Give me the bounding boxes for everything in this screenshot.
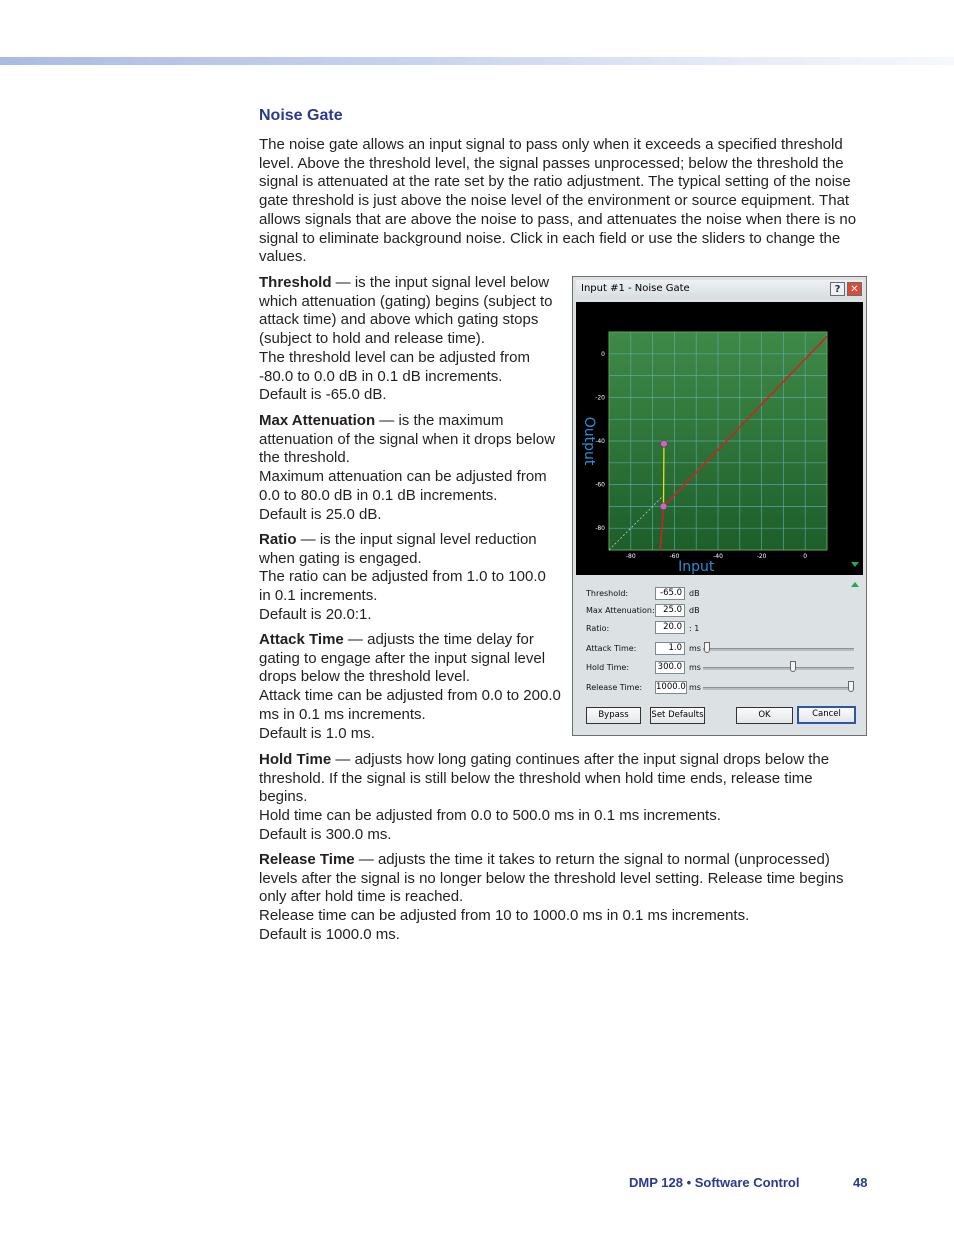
release-time-unit: ms: [689, 683, 701, 692]
hold-time-description: Hold Time — adjusts how long gating continues after the input signal drops below the threshold. If the signal is still below the threshold when hold time ends, release time begins. Hold time can be adjusted from 0.0 to 500.0 ms in 0.1 ms increments. Default is 300.0 ms.: [259, 751, 830, 843]
help-button[interactable]: ?: [830, 282, 845, 296]
y-tick-label: -40: [595, 438, 605, 445]
attack-time-term: Attack Time: [259, 631, 344, 648]
x-tick-label: 0: [803, 553, 808, 560]
bypass-button[interactable]: Bypass: [586, 707, 641, 724]
hold-time-unit: ms: [689, 663, 701, 672]
ratio-term: Ratio: [259, 531, 297, 548]
y-tick-label: -80: [595, 525, 605, 533]
y-tick-label: 0: [601, 350, 605, 358]
close-button[interactable]: ✕: [847, 282, 862, 296]
gate-graph-svg: [576, 302, 863, 575]
release-time-term: Release Time: [259, 851, 355, 868]
noise-gate-dialog: [572, 276, 867, 736]
footer-doc-title: DMP 128 • Software Control: [629, 1175, 800, 1190]
max-attenuation-field[interactable]: 25.0: [655, 604, 685, 617]
y-tick-label: -60: [595, 481, 605, 489]
dialog-titlebar: [576, 280, 863, 299]
header-rule: [0, 57, 954, 65]
attack-time-slider[interactable]: [703, 648, 854, 651]
intro-paragraph: The noise gate allows an input signal to pass only when it exceeds a specified threshold level. Above the threshold level, the signal passes unprocessed; below the threshold the signal is attenuated at the rate set by the ratio adjustment. The typical setting of the noise gate threshold is just above the noise level of the environment or source equipment. That allows signals that are above the noise to pass, and attenuates the noise when there is no signal to eliminate background noise. Click in each field or use the sliders to change the values.: [259, 136, 857, 266]
attack-time-label: Attack Time:: [586, 644, 637, 653]
x-axis-title: Input: [678, 559, 715, 575]
attack-time-slider-thumb[interactable]: [704, 642, 710, 653]
release-time-field[interactable]: 1000.0: [656, 682, 686, 692]
ratio-description: Ratio — is the input signal level reduction when gating is engaged. The ratio can be adjusted from 1.0 to 100.0 in 0.1 increments. Default is 20.0:1.: [259, 531, 546, 623]
release-time-slider-thumb[interactable]: [848, 681, 854, 692]
release-time-slider[interactable]: [703, 687, 854, 690]
section-heading: Noise Gate: [259, 107, 343, 124]
page-number: 48: [853, 1175, 868, 1190]
ratio-label: Ratio:: [586, 624, 610, 633]
y-axis-title: Output: [581, 416, 597, 466]
y-tick-label: -20: [595, 394, 605, 402]
x-tick-label: -40: [713, 553, 723, 560]
threshold-unit: dB: [689, 589, 700, 598]
hold-time-field[interactable]: 300.0: [655, 661, 685, 674]
hold-time-label: Hold Time:: [586, 663, 630, 672]
threshold-term: Threshold: [259, 274, 332, 291]
max-attenuation-handle: [660, 440, 667, 447]
max-attenuation-unit: dB: [689, 606, 700, 615]
max-attenuation-description: Max Attenuation — is the maximum attenuation of the signal when it drops below the threshold. Maximum attenuation can be adjusted from 0.0 to 80.0 dB in 0.1 dB increments. Default is 25.0 dB.: [259, 412, 556, 523]
x-tick-label: -60: [669, 553, 680, 560]
release-time-label: Release Time:: [586, 683, 643, 692]
gate-graph: [576, 302, 863, 575]
ratio-unit: : 1: [689, 624, 700, 633]
collapse-arrow-icon[interactable]: [850, 561, 860, 569]
ratio-field[interactable]: 20.0: [655, 621, 685, 634]
threshold-handle: [660, 503, 667, 510]
attack-time-description: Attack Time — adjusts the time delay for gating to engage after the input signal level drops below the threshold level. Attack time can be adjusted from 0.0 to 200.0 ms in 0.1 ms increments. Default is 1.0 ms.: [259, 631, 561, 742]
threshold-label: Threshold:: [586, 589, 629, 598]
hold-time-term: Hold Time: [259, 751, 332, 768]
hold-time-slider-thumb[interactable]: [790, 661, 796, 672]
hold-time-slider[interactable]: [703, 667, 854, 670]
cancel-button[interactable]: Cancel: [797, 706, 856, 724]
release-time-description: Release Time — adjusts the time it takes to return the signal to normal (unprocessed) levels after the signal is no longer below the threshold level setting. Release time begins only after hold time is reached. Release time can be adjusted from 10 to 1000.0 ms in 0.1 ms increments. Default is 1000.0 ms.: [259, 851, 844, 943]
threshold-description: Threshold — is the input signal level below which attenuation (gating) begins (subject to attack time) and above which gating stops (subject to hold and release time). The threshold level can be adjusted from -80.0 to 0.0 dB in 0.1 dB increments. Default is -65.0 dB.: [259, 274, 553, 404]
set-defaults-button[interactable]: Set Defaults: [650, 707, 705, 724]
attack-time-field[interactable]: 1.0: [655, 642, 685, 655]
max-attenuation-term: Max Attenuation: [259, 412, 376, 429]
threshold-field[interactable]: -65.0: [655, 587, 685, 600]
dialog-title: Input #1 - Noise Gate: [581, 283, 690, 294]
attack-time-unit: ms: [689, 644, 701, 653]
ok-button[interactable]: OK: [736, 707, 793, 724]
x-tick-label: -80: [625, 553, 636, 560]
expand-arrow-icon[interactable]: [850, 580, 860, 588]
x-tick-label: -20: [756, 553, 767, 560]
max-attenuation-label: Max Attenuation:: [586, 606, 655, 615]
